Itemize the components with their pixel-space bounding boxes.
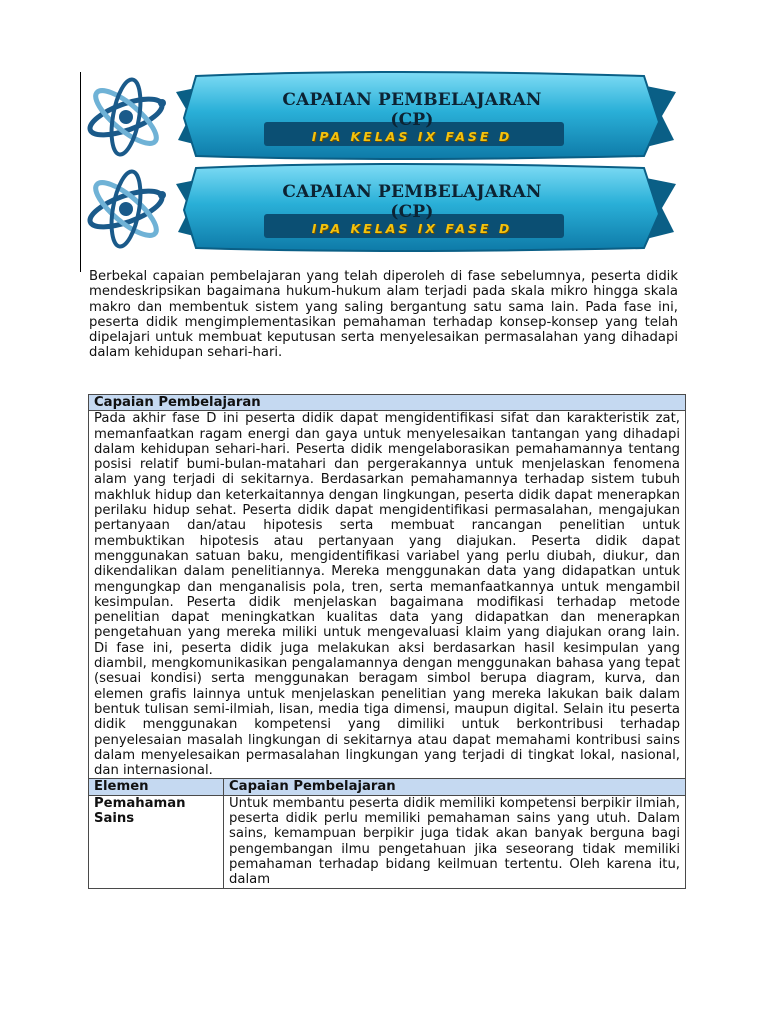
banner-title: CAPAIAN PEMBELAJARAN (CP) xyxy=(282,90,542,130)
capaian-table xyxy=(88,394,686,889)
table-row xyxy=(89,795,686,888)
table-subheader-row xyxy=(89,779,686,795)
margin-line xyxy=(80,72,81,272)
intro-paragraph: Berbekal capaian pembelajaran yang telah diperoleh di fase sebelumnya, peserta didik mendeskripsikan bagaimana hukum-hukum alam terjadi pada skala mikro hingga skala makro dan membentuk sistem yang saling bergantung satu sama lain. Pada fase ini, peserta didik mengimplementasikan pemahaman terhadap konsep-konsep yang telah dipelajari untuk membuat keputusan serta menyelesaikan permasalahan yang dihadapi dalam kehidupan sehari-hari. xyxy=(89,269,678,361)
col-header-capaian: Capaian Pembelajaran xyxy=(224,779,686,795)
banner-subtitle: IPA KELAS IX FASE D xyxy=(311,129,513,144)
atom-icon xyxy=(86,169,166,248)
banner-1 xyxy=(84,70,680,162)
table-header-row xyxy=(89,395,686,411)
col-header-elemen: Elemen xyxy=(89,779,224,795)
elemen-description: Untuk membantu peserta didik memiliki kompetensi berpikir ilmiah, peserta didik perlu memiliki pemahaman sains yang utuh. Dalam sains, kemampuan berpikir juga tidak akan banyak berguna bagi pengembangan ilmu pengetahuan jika seseorang tidak memiliki pemahaman terhadap bidang keilmuan tertentu. Oleh karena itu, dalam xyxy=(224,795,686,888)
elemen-name: Pemahaman Sains xyxy=(89,795,224,888)
atom-icon xyxy=(86,77,166,156)
table-header: Capaian Pembelajaran xyxy=(89,395,686,411)
banner-2 xyxy=(84,162,680,254)
banner-subtitle: IPA KELAS IX FASE D xyxy=(311,221,513,236)
capaian-text: Pada akhir fase D ini peserta didik dapat mengidentifikasi sifat dan karakteristik zat, memanfaatkan ragam energi dan gaya untuk menyelesaikan tantangan yang dihadapi dalam kehidupan sehari-hari. Peserta didik mengelaborasikan pemahamannya tentang posisi relatif bumi-bulan-matahari dan pergerakannya untuk menjelaskan fenomena alam yang terjadi di sekitarnya. Berdasarkan pemahamannya terhadap sistem tubuh makhluk hidup dan keterkaitannya dengan lingkungan, peserta didik dapat menerapkan perilaku hidup sehat. Peserta didik dapat mengidentifikasi permasalahan, mengajukan pertanyaan dan/atau hipotesis serta membuat rancangan penelitian untuk membuktikan hipotesis atau pertanyaan yang diajukan. Peserta didik dapat menggunakan satuan baku, mengidentifikasi variabel yang perlu diubah, diukur, dan dikendalikan dalam penelitiannya. Mereka menggunakan data yang didapatkan untuk mengungkap dan menganalisis pola, tren, serta memanfaatkannya untuk mengambil kesimpulan. Peserta didik menjelaskan bagaimana modifikasi terhadap metode penelitian dapat meningkatkan kualitas data yang didapatkan dan menerapkan pengetahuan yang mereka miliki untuk mengevaluasi klaim yang diajukan orang lain. Di fase ini, peserta didik juga melakukan aksi berdasarkan hasil kesimpulan yang diambil, mengkomunikasikan pengalamannya dengan menggunakan bahasa yang tepat (sesuai kondisi) serta menggunakan beragam simbol berupa diagram, kurva, dan elemen grafis lainnya untuk menjelaskan penelitian yang mereka lakukan baik dalam bentuk tulisan semi-ilmiah, lisan, media tiga dimensi, maupun digital. Selain itu peserta didik menggunakan kompetensi yang dimiliki untuk berkontribusi terhadap penyelesaian masalah lingkungan di sekitarnya atau dapat memahami kontribusi sains dalam menyelesaikan permasalahan lingkungan yang terjadi di tingkat lokal, nasional, dan internasional. xyxy=(89,411,686,779)
table-body-row xyxy=(89,411,686,779)
banner-title: CAPAIAN PEMBELAJARAN (CP) xyxy=(282,182,542,222)
